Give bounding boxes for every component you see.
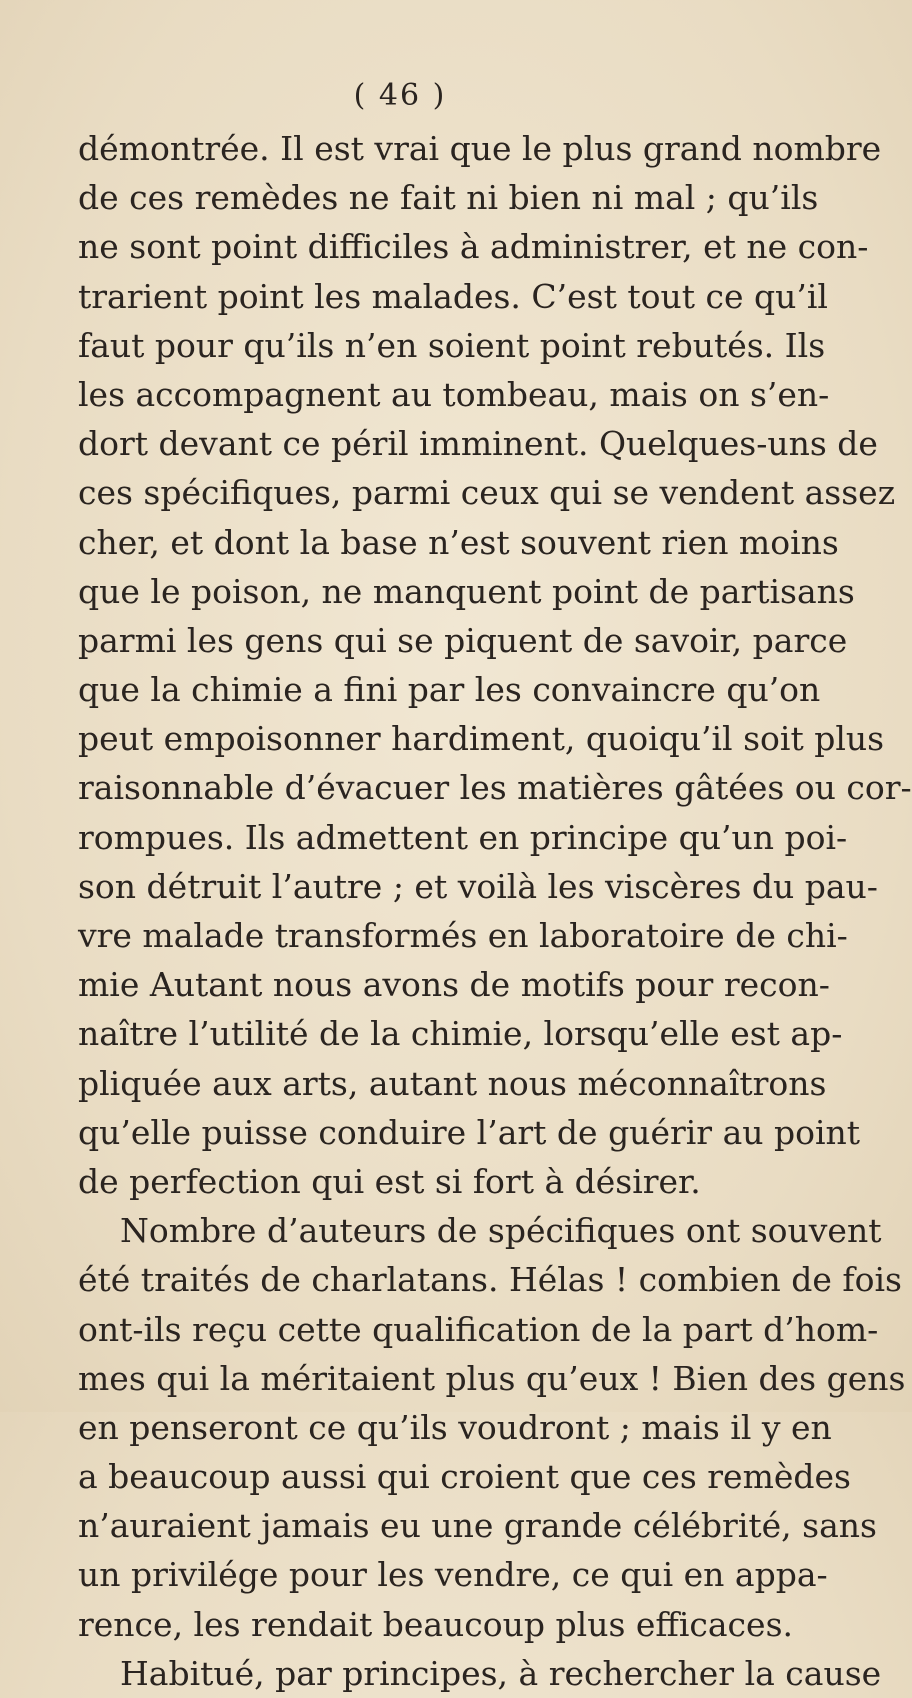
text-line: cher, et dont la base n’est souvent rien moins [78,522,839,562]
page-number: ( 46 ) [353,78,447,113]
text-line: parmi les gens qui se piquent de savoir, parce [78,620,848,660]
text-line: été traités de charlatans. Hélas ! combien de fois [78,1260,902,1300]
paragraph-start-line: Habitué, par principes, à rechercher la cause [120,1653,882,1693]
text-line: ont-ils reçu cette qualification de la part d’hom- [78,1309,879,1349]
text-line: ces spécifiques, parmi ceux qui se vendent assez [78,473,896,513]
text-line: naître l’utilité de la chimie, lorsqu’elle est ap- [78,1014,843,1054]
text-line: vre malade transformés en laboratoire de chi- [78,916,848,955]
text-line: ne sont point difficiles à administrer, et ne con- [78,227,869,267]
text-line: trarient point les malades. C’est tout ce qu’il [78,276,828,316]
text-line: n’auraient jamais eu une grande célébrité, sans [78,1506,877,1546]
text-line: son détruit l’autre ; et voilà les viscères du pau- [78,866,878,906]
text-line: que le poison, ne manquent point de partisans [78,571,855,611]
text-line: les accompagnent au tombeau, mais on s’en- [78,374,830,414]
text-line: faut pour qu’ils n’en soient point rebutés. Ils [78,325,826,365]
text-line: démontrée. Il est vrai que le plus grand nombre [78,129,882,168]
paragraph-start-line: Nombre d’auteurs de spécifiques ont souvent [120,1211,882,1251]
paragraph-end-line: de perfection qui est si fort à désirer. [78,1161,701,1201]
text-line: en penseront ce qu’ils voudront ; mais il y en [78,1407,832,1447]
text-line: de ces remèdes ne fait ni bien ni mal ; qu’ils [78,178,819,218]
paragraph-end-line: rence, les rendait beaucoup plus efficaces. [78,1604,793,1644]
text-line: peut empoisonner hardiment, quoiqu’il soit plus [78,719,885,759]
text-line: un privilége pour les vendre, ce qui en appa- [78,1555,828,1595]
text-line: pliquée aux arts, autant nous méconnaîtrons [78,1063,827,1103]
text-line: a beaucoup aussi qui croient que ces remèdes [78,1457,851,1497]
text-line: raisonnable d’évacuer les matières gâtées ou cor- [78,768,912,808]
text-line: mes qui la méritaient plus qu’eux ! Bien des gens [78,1358,906,1398]
text-line: qu’elle puisse conduire l’art de guérir au point [78,1112,861,1152]
text-line: rompues. Ils admettent en principe qu’un poi- [78,817,848,857]
body-text [78,124,912,1698]
text-line: dort devant ce péril imminent. Quelques-uns de [78,424,878,464]
text-line: que la chimie a fini par les convaincre qu’on [78,670,821,710]
text-line: mie Autant nous avons de motifs pour recon- [78,965,830,1005]
